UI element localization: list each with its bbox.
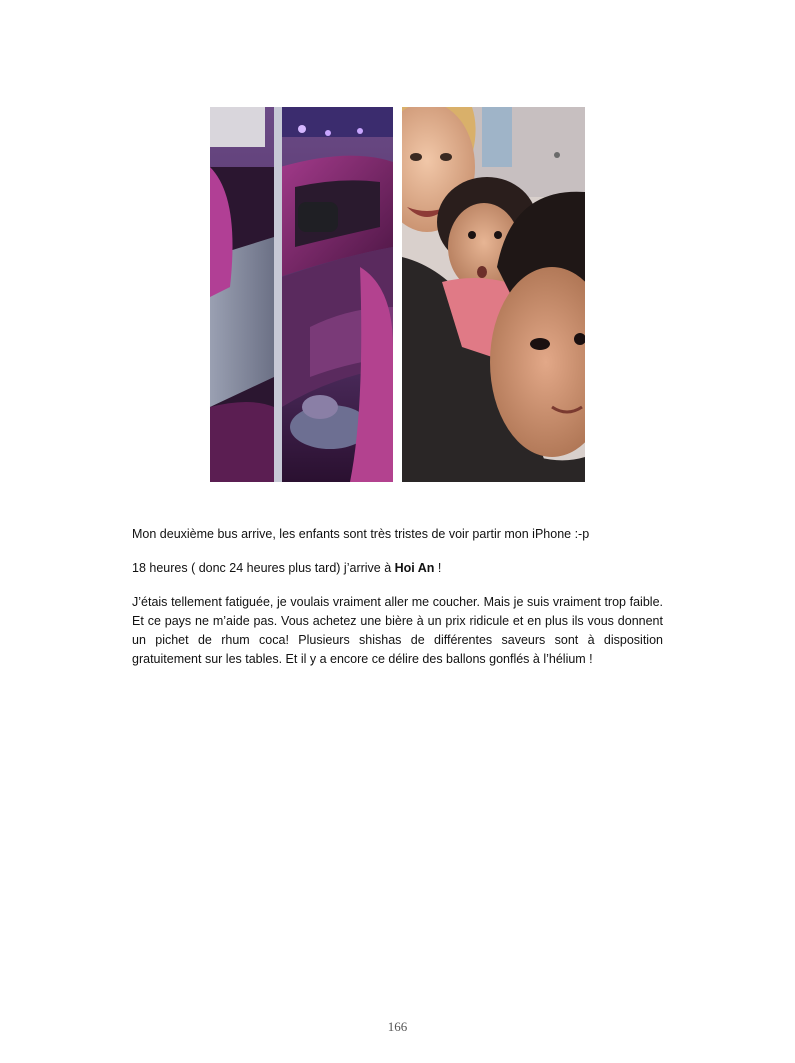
arrival-text-before: 18 heures ( donc 24 heures plus tard) j’arrive à	[132, 561, 395, 575]
bus-interior-photo	[210, 107, 393, 482]
page-number: 166	[387, 1019, 408, 1034]
body-paragraph	[132, 593, 663, 669]
caption-paragraph	[132, 525, 663, 544]
arrival-paragraph	[132, 559, 663, 578]
body-text: J’étais tellement fatiguée, je voulais vraiment aller me coucher. Mais je suis vraiment trop faible. Et ce pays ne m’aide pas. Vous achetez une bière à un prix ridicule et en plus ils vous donnent un pichet de rhum coca! Plusieurs shishas de différentes saveurs sont à disposition gratuitement sur les tables. Et il y a encore ce délire des ballons gonflés à l’hélium !	[132, 595, 663, 666]
destination-name: Hoi An	[394, 561, 435, 575]
selfie-photo	[402, 107, 585, 482]
arrival-text-after: !	[434, 561, 442, 575]
caption-text: Mon deuxième bus arrive, les enfants sont très tristes de voir partir mon iPhone :-p	[132, 527, 590, 541]
